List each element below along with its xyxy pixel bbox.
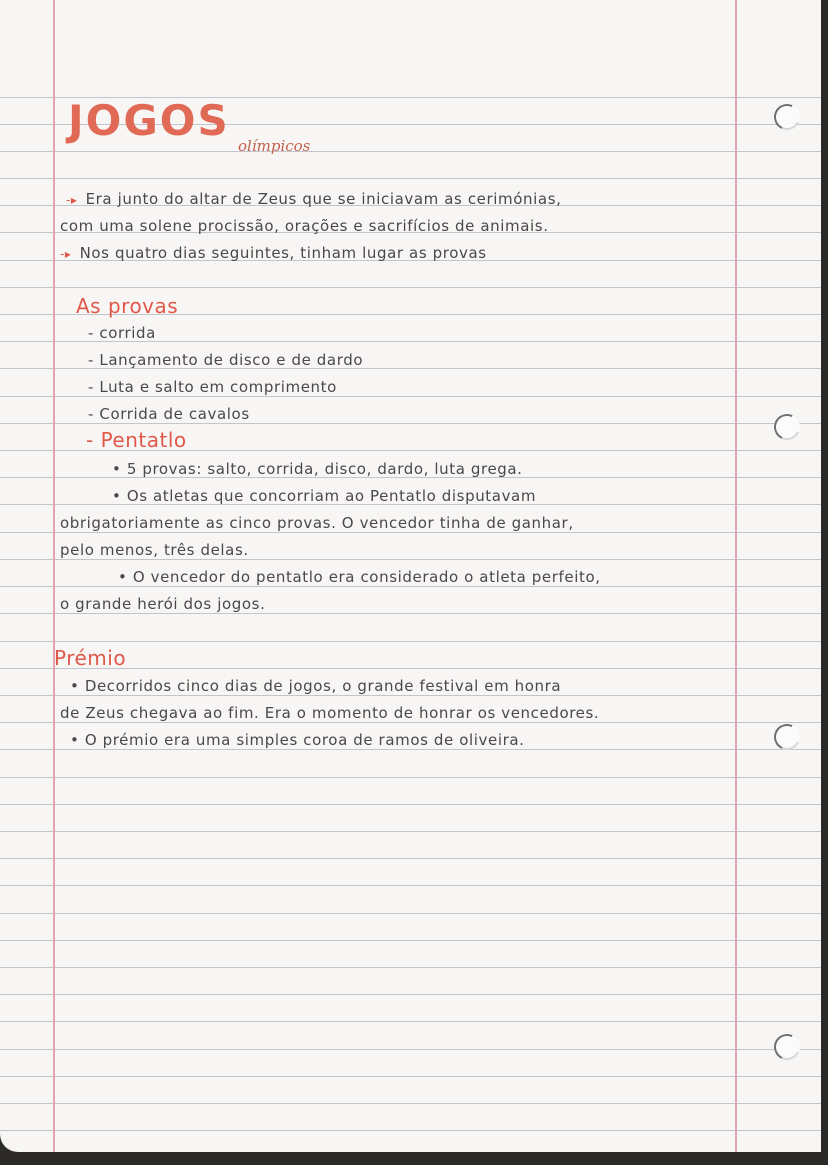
ruled-line (0, 831, 821, 832)
arrow-bullet-icon: -▸ (60, 247, 72, 261)
pentatlo-line: • Os atletas que concorriam ao Pentatlo disputavam (112, 487, 537, 505)
list-item: - corrida (88, 324, 156, 342)
ruled-line (0, 532, 821, 533)
intro-line: -▸ Nos quatro dias seguintes, tinham lugar as provas (60, 244, 487, 262)
binder-hole-icon (770, 410, 803, 443)
ruled-line (0, 178, 821, 179)
premio-line: de Zeus chegava ao fim. Era o momento de honrar os vencedores. (60, 704, 600, 722)
arrow-bullet-icon: -▸ (66, 193, 78, 207)
binder-hole-icon (770, 100, 803, 133)
ruled-line (0, 749, 821, 750)
ruled-line (0, 1103, 821, 1104)
ruled-line (0, 722, 821, 723)
premio-line: • Decorridos cinco dias de jogos, o grande festival em honra (70, 677, 562, 695)
ruled-line (0, 777, 821, 778)
ruled-line (0, 396, 821, 397)
pentatlo-line: • 5 provas: salto, corrida, disco, dardo, luta grega. (112, 460, 523, 478)
ruled-line (0, 287, 821, 288)
left-margin-line (53, 0, 55, 1152)
ruled-line (0, 559, 821, 560)
ruled-line (0, 641, 821, 642)
ruled-line (0, 1076, 821, 1077)
ruled-line (0, 1130, 821, 1131)
ruled-line (0, 586, 821, 587)
ruled-line (0, 1021, 821, 1022)
section-heading-premio: Prémio (54, 646, 127, 670)
pentatlo-line: • O vencedor do pentatlo era considerado o atleta perfeito, (118, 568, 601, 586)
ruled-line (0, 1049, 821, 1050)
ruled-line (0, 885, 821, 886)
pentatlo-line: obrigatoriamente as cinco provas. O vencedor tinha de ganhar, (60, 514, 574, 532)
ruled-line (0, 858, 821, 859)
ruled-line (0, 695, 821, 696)
ruled-line (0, 940, 821, 941)
pentatlo-line: pelo menos, três delas. (60, 541, 249, 559)
ruled-line (0, 967, 821, 968)
intro-line: com uma solene procissão, orações e sacrifícios de animais. (60, 217, 549, 235)
ruled-line (0, 804, 821, 805)
binder-hole-icon (770, 1030, 803, 1063)
right-margin-line (735, 0, 737, 1152)
page-subtitle: olímpicos (238, 137, 311, 155)
ruled-line (0, 913, 821, 914)
section-heading-provas: As provas (76, 294, 179, 318)
pentatlo-line: o grande herói dos jogos. (60, 595, 266, 613)
premio-line: • O prémio era uma simples coroa de ramos de oliveira. (70, 731, 525, 749)
subsection-heading-pentatlo: - Pentatlo (86, 428, 187, 452)
list-item: - Luta e salto em comprimento (88, 378, 337, 396)
ruled-line (0, 994, 821, 995)
ruled-line (0, 151, 821, 152)
ruled-line (0, 613, 821, 614)
intro-line: -▸ Era junto do altar de Zeus que se iniciavam as cerimónias, (66, 190, 562, 208)
list-item: - Corrida de cavalos (88, 405, 250, 423)
page-title: JOGOS (68, 96, 230, 145)
ruled-line (0, 423, 821, 424)
list-item: - Lançamento de disco e de dardo (88, 351, 364, 369)
